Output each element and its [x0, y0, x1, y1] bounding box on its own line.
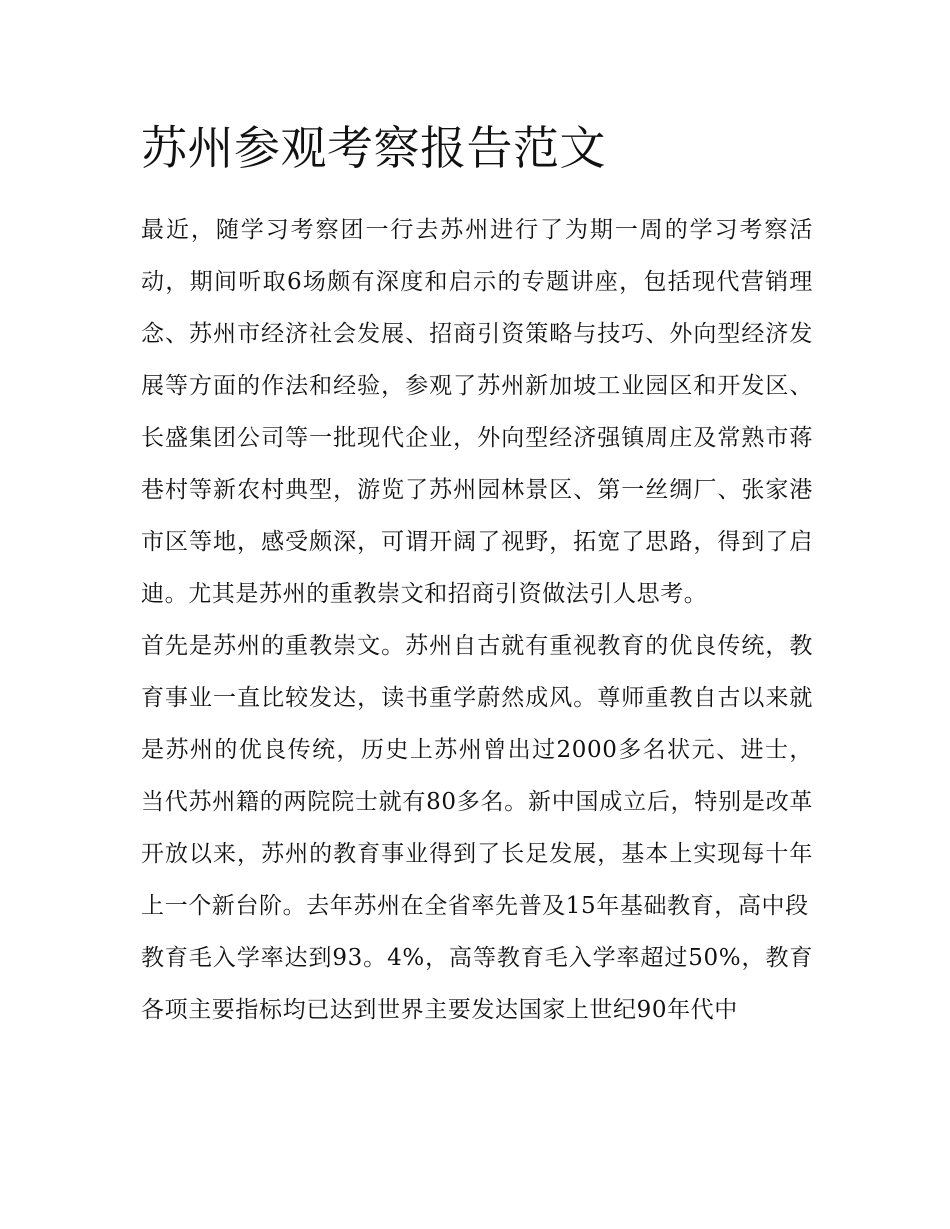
document-body — [141, 112, 813, 1036]
paragraph-intro: 最近，随学习考察团一行去苏州进行了为期一周的学习考察活动，期间听取6场颇有深度和启示的专题讲座，包括现代营销理念、苏州市经济社会发展、招商引资策略与技巧、外向型经济发展等方面的作法和经验，参观了苏州新加坡工业园区和开发区、长盛集团公司等一批现代企业，外向型经济强镇周庄及常熟市蒋巷村等新农村典型，游览了苏州园林景区、第一丝绸厂、张家港市区等地，感受颇深，可谓开阔了视野，拓宽了思路，得到了启迪。尤其是苏州的重教崇文和招商引资做法引人思考。 — [141, 217, 813, 607]
document-title: 苏州参观考察报告范文 — [141, 121, 606, 175]
paragraph-education-stats: 教育毛入学率达到93。4%，高等教育毛入学率超过50%，教育各项主要指标均已达到世界主要发达国家上世纪90年代中 — [141, 945, 813, 1023]
paragraph-education: 首先是苏州的重教崇文。苏州自古就有重视教育的优良传统，教育事业一直比较发达，读书重学蔚然成风。尊师重教自古以来就是苏州的优良传统，历史上苏州曾出过2000多名状元、进士，当代苏州籍的两院院士就有80多名。新中国成立后，特别是改革开放以来，苏州的教育事业得到了长足发展，基本上实现每十年上一个新台阶。去年苏州在全省率先普及15年基础教育，高中段 — [141, 633, 813, 919]
